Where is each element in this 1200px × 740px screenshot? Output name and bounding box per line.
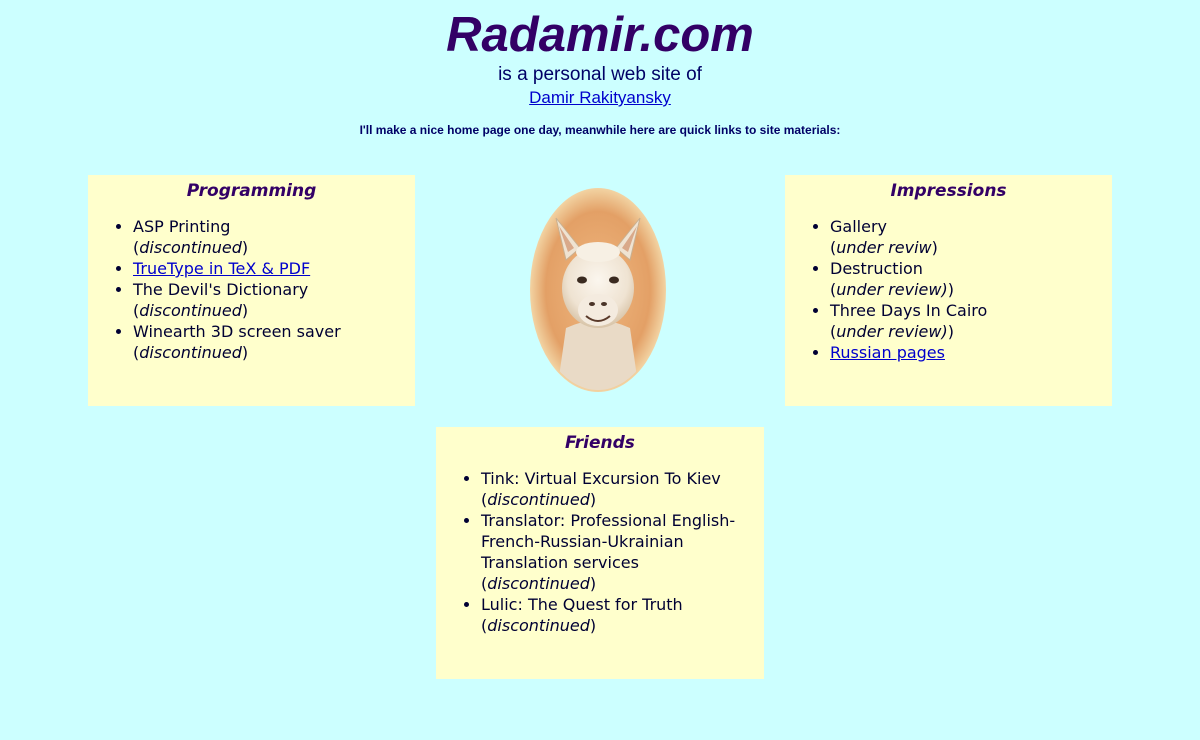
programming-title: Programming (186, 181, 317, 201)
item-status: under reviw (836, 238, 932, 257)
llama-image (528, 188, 668, 393)
russian-pages-link[interactable]: Russian pages (830, 343, 945, 362)
programming-box (88, 175, 415, 406)
notice-text: I'll make a nice home page one day, meanwhile here are quick links to site materials: (359, 123, 841, 137)
truetype-link[interactable]: TrueType in TeX & PDF (133, 259, 311, 278)
list-item: • Three Days In Cairo (under review)) (830, 300, 1100, 342)
impressions-list (785, 216, 1112, 363)
programming-list (88, 216, 415, 363)
item-status: under review) (836, 280, 948, 299)
item-label: ASP Printing (133, 217, 231, 236)
list-item: • The Devil's Dictionary (discontinued) (133, 279, 403, 321)
item-label: Three Days In Cairo (830, 301, 988, 320)
status-close: ) (947, 322, 954, 341)
list-item: • Lulic: The Quest for Truth (discontinued) (481, 594, 752, 636)
item-status: under review) (836, 322, 948, 341)
status-close: ) (241, 343, 249, 362)
status-close: ) (589, 616, 597, 635)
impressions-title: Impressions (890, 181, 1007, 201)
item-label: Tink: Virtual Excursion To Kiev (481, 469, 721, 488)
item-label: Translator: Professional English-French-Russian-Ukrainian Translation services (481, 511, 736, 572)
status-close: ) (589, 574, 597, 593)
author-link-wrap (0, 88, 1200, 108)
item-status: discontinued (139, 238, 242, 257)
friends-box (436, 427, 764, 679)
status-close: ) (947, 280, 954, 299)
list-item: • ASP Printing (discontinued) (133, 216, 403, 258)
item-status: discontinued (487, 616, 590, 635)
impressions-box (785, 175, 1112, 406)
friends-list (436, 468, 764, 636)
list-item: • Translator: Professional English-French-Russian-Ukrainian Translation services (discontinued) (481, 510, 752, 594)
item-label: Gallery (830, 217, 887, 236)
item-status: discontinued (139, 343, 242, 362)
item-label: Winearth 3D screen saver (133, 322, 341, 341)
item-status: discontinued (139, 301, 242, 320)
item-status: discontinued (487, 574, 590, 593)
site-subtitle: is a personal web site of (498, 64, 702, 85)
list-item: • Winearth 3D screen saver (discontinued) (133, 321, 403, 363)
item-label: Destruction (830, 259, 923, 278)
list-item: • Tink: Virtual Excursion To Kiev (discontinued) (481, 468, 752, 510)
list-item: • Gallery (under reviw) (830, 216, 1100, 258)
site-title: Radamir.com (446, 8, 754, 62)
author-link[interactable]: Damir Rakityansky (529, 88, 671, 107)
item-label: Lulic: The Quest for Truth (481, 595, 683, 614)
item-status: discontinued (487, 490, 590, 509)
list-item (830, 342, 1100, 363)
item-label: The Devil's Dictionary (133, 280, 309, 299)
list-item: • Destruction (under review)) (830, 258, 1100, 300)
status-close: ) (589, 490, 597, 509)
status-close: ) (241, 301, 249, 320)
list-item (133, 258, 403, 279)
llama-photo (528, 188, 668, 393)
status-close: ) (241, 238, 249, 257)
friends-title: Friends (565, 433, 635, 453)
status-close: ) (931, 238, 938, 257)
